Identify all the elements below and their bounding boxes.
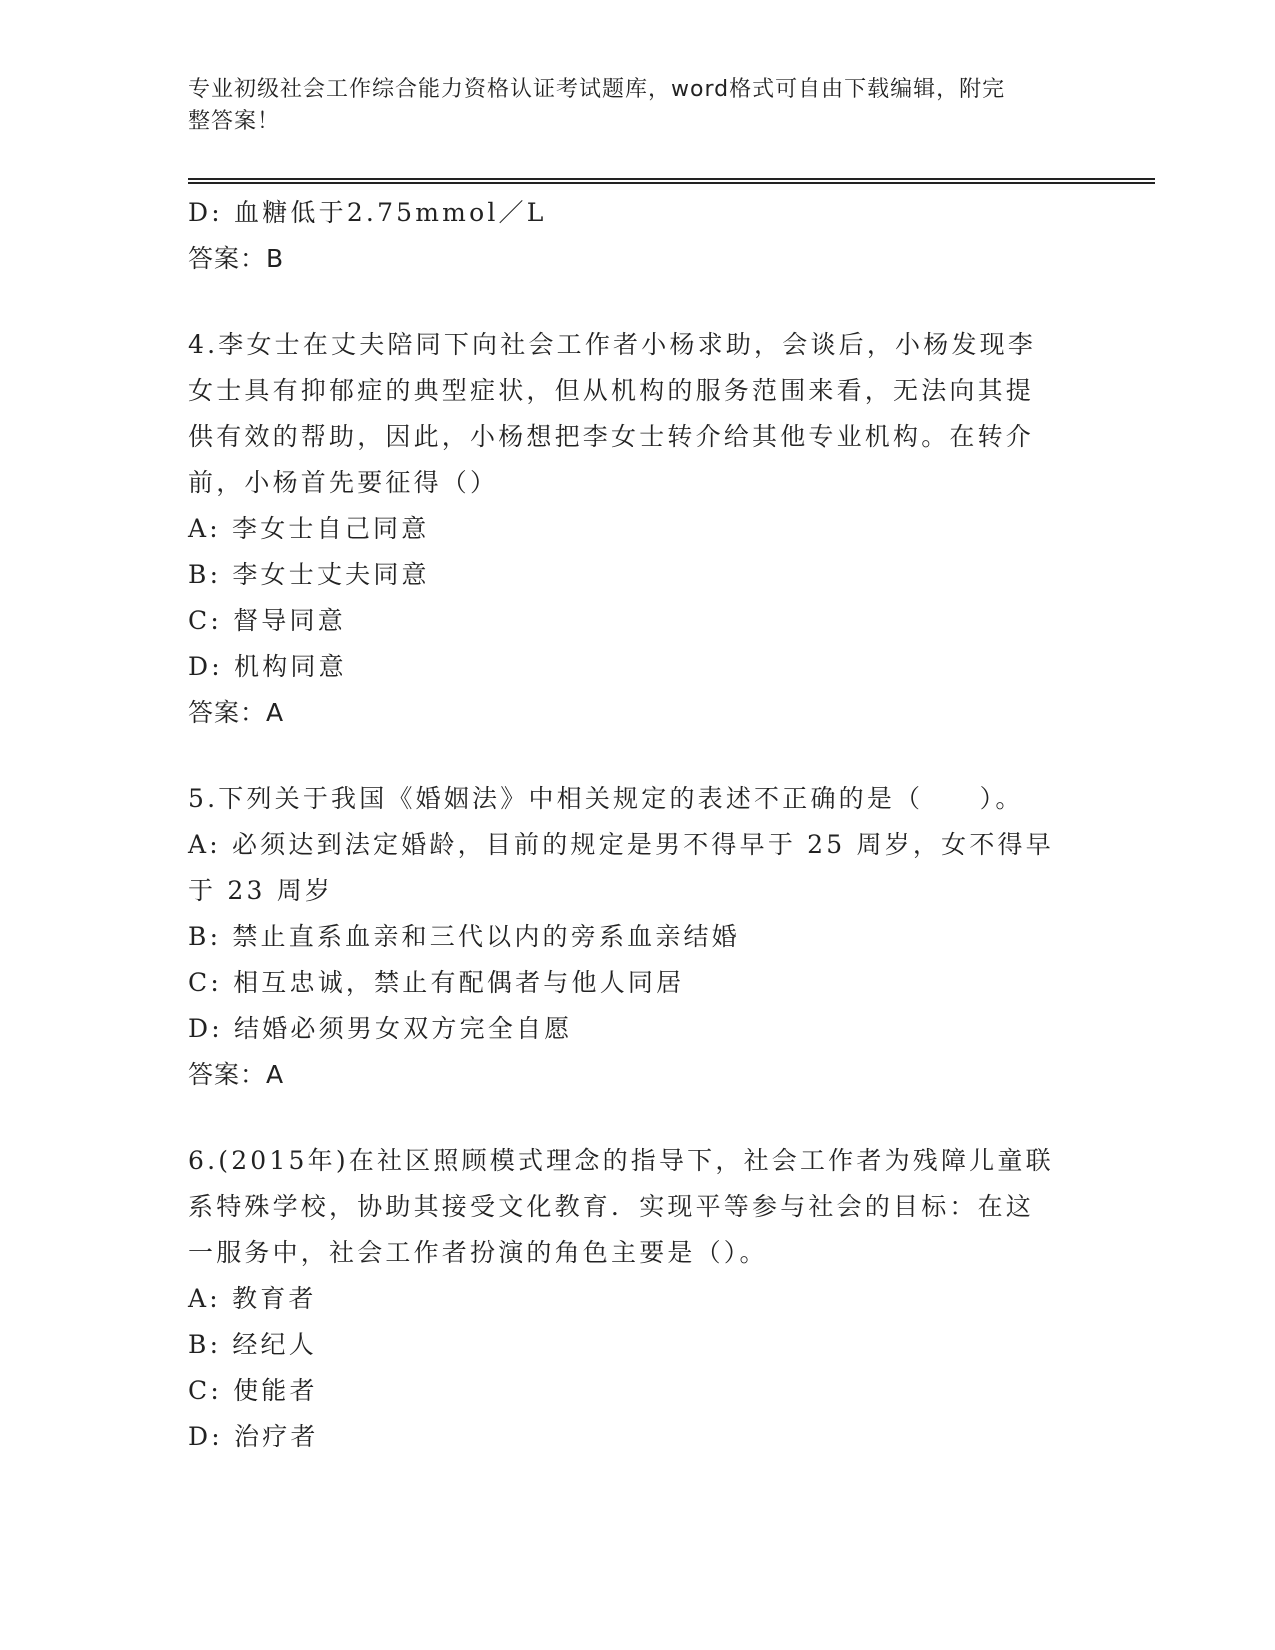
header-divider [188, 178, 1155, 184]
option-d: D: 结婚必须男女双方完全自愿 [188, 1014, 573, 1043]
option-d: D: 血糖低于2.75mmol／L [188, 198, 547, 227]
stem-line: 4.李女士在丈夫陪同下向社会工作者小杨求助，会谈后，小杨发现李 [188, 330, 1037, 359]
header-line-2: 整答案！ [188, 109, 281, 134]
question-4 [188, 322, 1078, 736]
question-3-tail [188, 190, 1078, 282]
stem-line: 一服务中，社会工作者扮演的角色主要是（）。 [188, 1238, 768, 1267]
option-a: A: 必须达到法定婚龄，目前的规定是男不得早于 25 周岁，女不得早 [188, 830, 1054, 859]
option-c: C: 督导同意 [188, 606, 346, 635]
header-line-1: 专业初级社会工作综合能力资格认证考试题库，word格式可自由下载编辑，附完 [188, 77, 1006, 102]
option-b: B: 经纪人 [188, 1330, 317, 1359]
option-a-continued: 于 23 周岁 [188, 876, 334, 905]
stem-line: 女士具有抑郁症的典型症状，但从机构的服务范围来看，无法向其提 [188, 376, 1035, 405]
option-b: B: 李女士丈夫同意 [188, 560, 430, 589]
option-d: D: 治疗者 [188, 1422, 319, 1451]
stem-line: 系特殊学校，协助其接受文化教育．实现平等参与社会的目标：在这 [188, 1192, 1035, 1221]
option-d: D: 机构同意 [188, 652, 347, 681]
option-c: C: 相互忠诚，禁止有配偶者与他人同居 [188, 968, 685, 997]
question-stem [188, 1138, 1078, 1276]
stem-line: 前，小杨首先要征得（） [188, 468, 499, 497]
question-list [188, 190, 1078, 1460]
stem-line: 5.下列关于我国《婚姻法》中相关规定的表述不正确的是（ ）。 [188, 784, 1024, 813]
question-5 [188, 776, 1078, 1098]
option-a: A: 教育者 [188, 1284, 317, 1313]
option-b: B: 禁止直系血亲和三代以内的旁系血亲结婚 [188, 922, 740, 951]
option-a: A: 李女士自己同意 [188, 514, 430, 543]
answer-line: 答案：B [188, 244, 285, 273]
answer-line: 答案：A [188, 1060, 285, 1089]
stem-line: 供有效的帮助，因此，小杨想把李女士转介给其他专业机构。在转介 [188, 422, 1035, 451]
question-stem [188, 322, 1078, 506]
stem-line: 6.(2015年)在社区照顾模式理念的指导下，社会工作者为残障儿童联 [188, 1146, 1054, 1175]
page-header [188, 74, 1078, 138]
question-6 [188, 1138, 1078, 1460]
option-c: C: 使能者 [188, 1376, 318, 1405]
question-stem [188, 776, 1078, 822]
answer-line: 答案：A [188, 698, 285, 727]
